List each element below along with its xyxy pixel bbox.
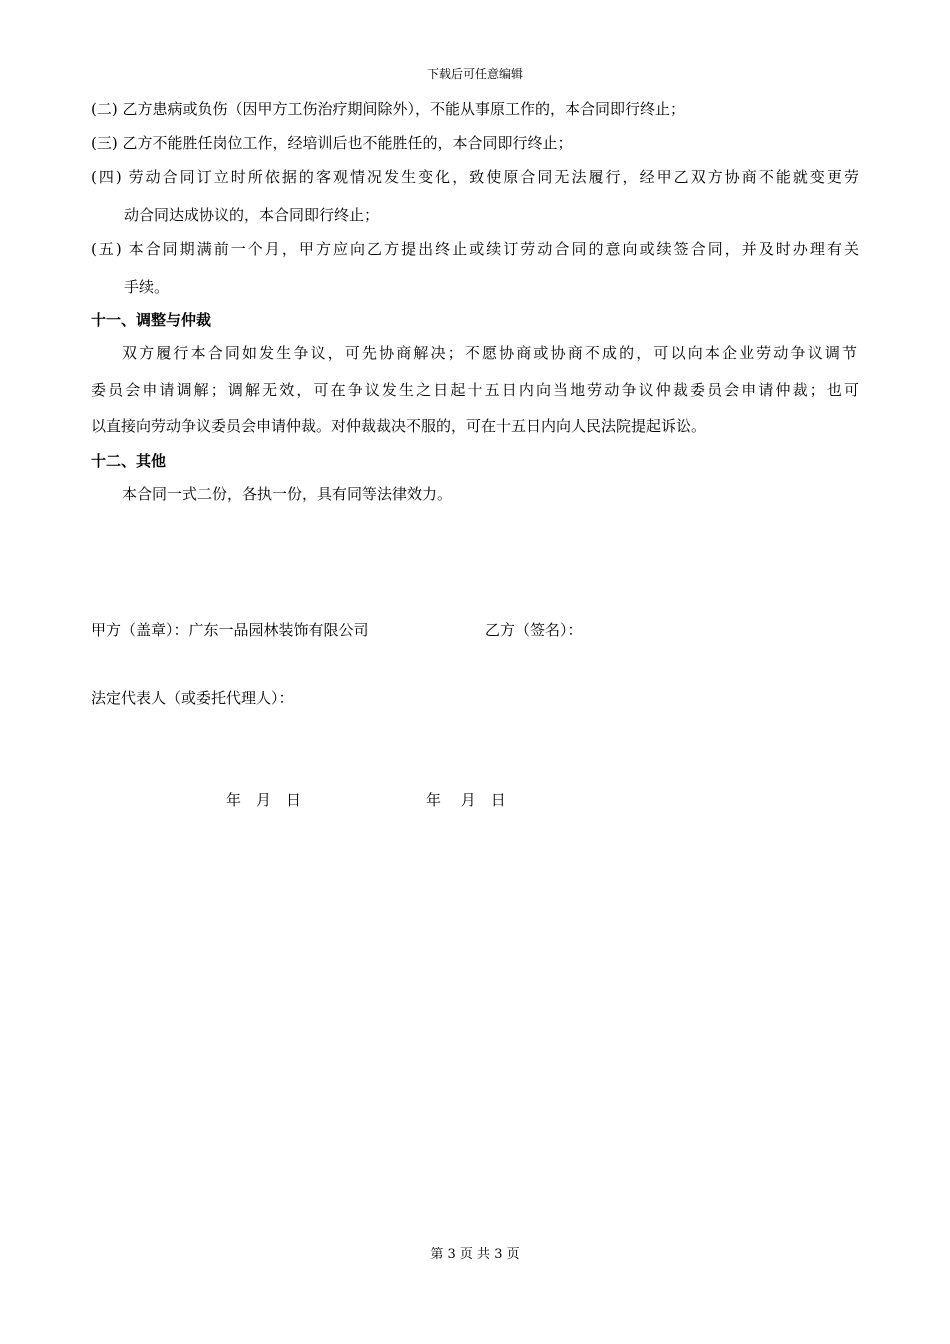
section-11-line-3: 以直接向劳动争议委员会申请仲裁。对仲裁裁决不服的，可在十五日内向人民法院提起诉讼。 [91,417,707,435]
page-header: 下载后可任意编辑 [426,67,523,81]
page-footer: 第 3 页 共 3 页 [430,1247,520,1262]
clause-4-line-1: (四) 劳动合同订立时所依据的客观情况发生变化，致使原合同无法履行，经甲乙双方协商不能就变更劳 [91,168,859,186]
clause-2: (二) 乙方患病或负伤（因甲方工伤治疗期间除外），不能从事原工作的，本合同即行终止； [91,100,685,118]
section-12-heading: 十二、其他 [91,452,167,470]
date-party-b: 年 月 日 [426,791,506,809]
clause-4-line-2: 动合同达成协议的，本合同即行终止； [124,206,380,224]
clause-5-line-2: 手续。 [124,278,170,296]
section-11-heading: 十一、调整与仲裁 [91,311,212,329]
section-11-line-1: 双方履行本合同如发生争议，可先协商解决；不愿协商或协商不成的，可以向本企业劳动争议调节 [122,344,857,362]
clause-3: (三) 乙方不能胜任岗位工作，经培训后也不能胜任的，本合同即行终止； [91,134,573,152]
date-party-a: 年 月 日 [226,791,302,809]
section-11-line-2: 委员会申请调解；调解无效，可在争议发生之日起十五日内向当地劳动争议仲裁委员会申请仲裁；也可 [91,381,859,399]
clause-5-line-1: (五) 本合同期满前一个月，甲方应向乙方提出终止或续订劳动合同的意向或续签合同，并及时办理有关 [91,240,859,258]
party-b-signature: 乙方（签名）： [485,621,583,639]
contract-body [91,0,859,1344]
party-a-seal: 甲方（盖章）：广东一品园林装饰有限公司 [91,621,369,639]
section-12-line: 本合同一式二份，各执一份，具有同等法律效力。 [122,485,453,503]
legal-representative: 法定代表人（或委托代理人）： [91,689,294,707]
